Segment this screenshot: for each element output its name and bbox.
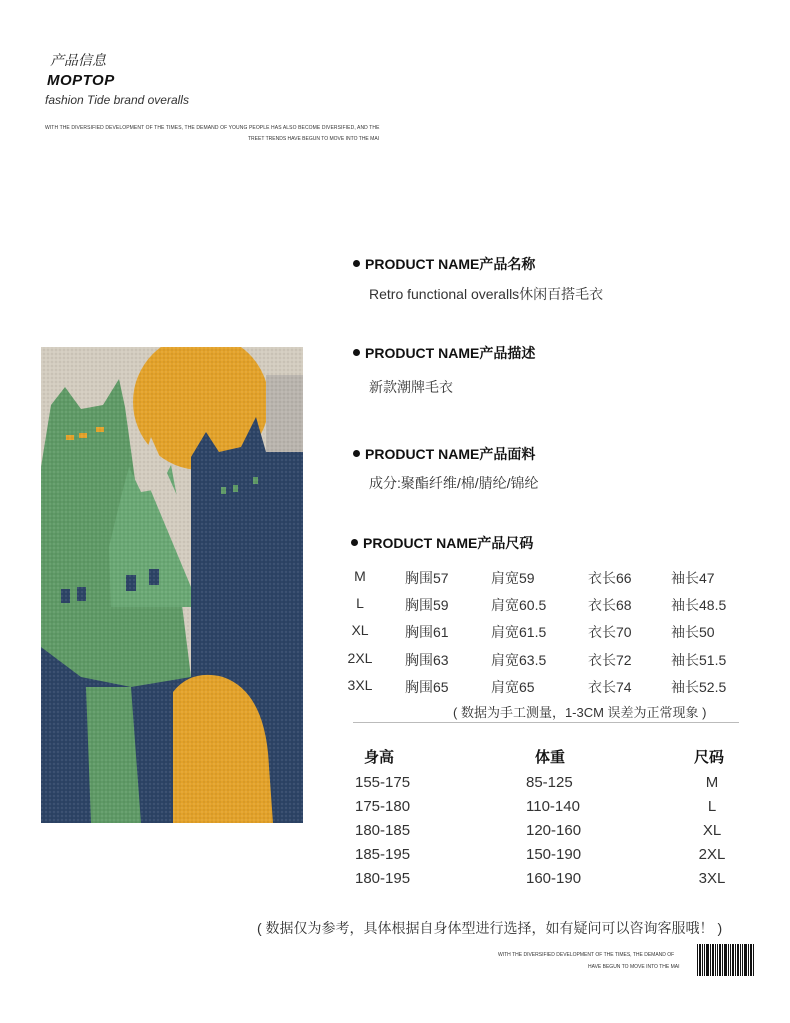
chest-value: 胸围61 [405, 624, 449, 640]
section-title-text: PRODUCT NAME产品名称 [365, 256, 536, 272]
sleeve-value: 袖长52.5 [671, 679, 727, 695]
header-fine-print-1: WITH THE DIVERSIFIED DEVELOPMENT OF THE TIMES, THE DEMAND OF YOUNG PEOPLE HAS ALSO BECOME DIVERSIFIED, AND THE [45, 125, 380, 131]
section-title-product-name [353, 254, 535, 274]
size-row [343, 568, 763, 590]
size-label: 2XL [347, 650, 373, 666]
bullet-dot-icon [351, 539, 358, 546]
header-fine-print-2: TREET TRENDS HAVE BEGUN TO MOVE INTO THE MAI [248, 136, 380, 142]
section-title-text: PRODUCT NAME产品尺码 [363, 535, 534, 551]
barcode-icon [697, 944, 755, 976]
sleeve-value: 袖长51.5 [671, 652, 727, 668]
size-label: XL [351, 622, 369, 638]
height-cell: 185-195 [355, 846, 411, 863]
length-value: 衣长70 [588, 624, 632, 640]
size-label: M [354, 568, 366, 584]
size-label: 3XL [347, 677, 373, 693]
size-row [343, 595, 763, 617]
divider [353, 722, 739, 723]
product-fabric-photo [41, 347, 303, 823]
shoulder-value: 肩宽59 [491, 570, 535, 586]
shoulder-value: 肩宽65 [491, 679, 535, 695]
table-row [0, 774, 790, 796]
size-cell: 3XL [698, 870, 726, 887]
product-name-value: Retro functional overalls休闲百搭毛衣 [369, 286, 604, 302]
footer-fine-print-1: WITH THE DIVERSIFIED DEVELOPMENT OF THE TIMES, THE DEMAND OF [498, 952, 675, 958]
shoulder-value: 肩宽60.5 [491, 597, 547, 613]
weight-cell: 160-190 [526, 870, 582, 887]
section-title-text: PRODUCT NAME产品描述 [365, 345, 536, 361]
bullet-dot-icon [353, 450, 360, 457]
sleeve-value: 袖长50 [671, 624, 715, 640]
product-fabric-value: 成分:聚酯纤维/棉/腈纶/锦纶 [369, 475, 539, 491]
chest-value: 胸围65 [405, 679, 449, 695]
height-cell: 155-175 [355, 774, 411, 791]
product-description-value: 新款潮牌毛衣 [369, 379, 453, 395]
weight-cell: 150-190 [526, 846, 582, 863]
size-row [343, 650, 763, 672]
chest-value: 胸围59 [405, 597, 449, 613]
length-value: 衣长72 [588, 652, 632, 668]
bullet-dot-icon [353, 260, 360, 267]
header-height: 身高 [364, 749, 395, 766]
footer-fine-print-2: HAVE BEGUN TO MOVE INTO THE MAI [588, 964, 680, 970]
reference-note: ( 数据仅为参考，具体根据自身体型进行选择，如有疑问可以咨询客服哦！ ) [257, 920, 723, 936]
height-cell: 180-195 [355, 870, 411, 887]
chest-value: 胸围57 [405, 570, 449, 586]
height-cell: 180-185 [355, 822, 411, 839]
shoulder-value: 肩宽61.5 [491, 624, 547, 640]
section-title-product-fabric [353, 444, 535, 464]
table-row [0, 870, 790, 892]
size-label: L [356, 595, 364, 611]
shoulder-value: 肩宽63.5 [491, 652, 547, 668]
sleeve-value: 袖长47 [671, 570, 715, 586]
table-row [0, 822, 790, 844]
brand-tagline: fashion Tide brand overalls [45, 93, 189, 107]
size-cell: XL [702, 822, 722, 839]
size-cell: M [705, 774, 719, 791]
length-value: 衣长68 [588, 597, 632, 613]
size-row [343, 677, 763, 699]
sleeve-value: 袖长48.5 [671, 597, 727, 613]
section-title-product-size [351, 533, 533, 553]
header-size: 尺码 [694, 749, 725, 766]
knit-pattern-illustration [41, 347, 303, 823]
brand-name: MOPTOP [47, 72, 115, 89]
table-row [0, 846, 790, 868]
length-value: 衣长66 [588, 570, 632, 586]
section-title-text: PRODUCT NAME产品面料 [365, 446, 536, 462]
size-cell: 2XL [698, 846, 726, 863]
header-weight: 体重 [535, 749, 566, 766]
size-cell: L [707, 798, 717, 815]
chest-value: 胸围63 [405, 652, 449, 668]
header-cn-title: 产品信息 [50, 52, 106, 68]
weight-cell: 85-125 [526, 774, 573, 791]
bullet-dot-icon [353, 349, 360, 356]
measurement-note: ( 数据为手工测量，1-3CM 误差为正常现象 ) [453, 705, 707, 720]
weight-cell: 120-160 [526, 822, 582, 839]
table-row [0, 798, 790, 820]
length-value: 衣长74 [588, 679, 632, 695]
weight-cell: 110-140 [526, 798, 580, 815]
height-cell: 175-180 [355, 798, 411, 815]
size-row [343, 622, 763, 644]
section-title-product-description [353, 343, 535, 363]
